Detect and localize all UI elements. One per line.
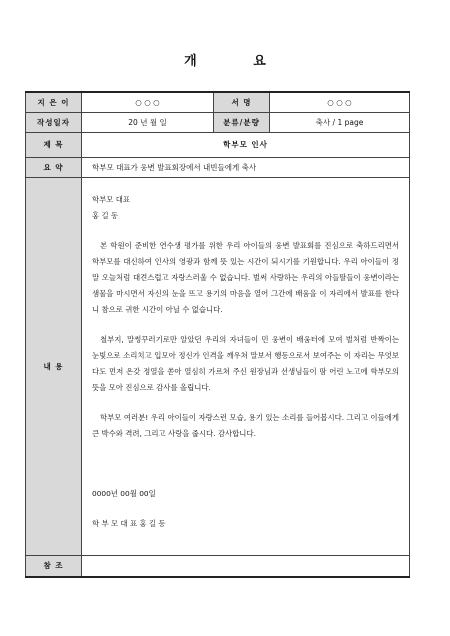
reference-label: 참 조 [26,555,82,577]
overview-form-table [25,91,410,578]
spacer [92,442,399,486]
author-row [26,92,410,112]
subject-row [26,132,410,157]
content-row [26,177,410,555]
spacer [92,502,399,516]
spacer [92,318,399,332]
author-value[interactable]: ○ ○ ○ [82,92,214,112]
content-label: 내 용 [26,177,82,555]
speech-paragraph-1: 본 학원이 준비한 연수생 평가를 위한 우리 아이들의 웅변 발표회를 진심으로 축하드리면서 학부모를 대신하여 인사의 영광과 함께 뜻 있는 시간이 되시기를 기원합니다. 우리 아이들이 정말 오늘처럼 대견스럽고 자랑스러울 수 없습니다. 벌써 사랑하는 우리의 아들딸들이 웅변이라는 샘물을 마시면서 자신의 눈을 뜨고 용기의 마음을 열어 그간에 배움을 이 자리에서 발표를 한다니 참으로 귀한 시간이 아닐 수 없습니다. [92,240,399,314]
content-body[interactable] [82,177,410,555]
subject-value[interactable]: 학부모 인사 [82,132,410,157]
signature-value[interactable]: ○ ○ ○ [270,92,410,112]
summary-value[interactable]: 학부모 대표가 웅변 발표회장에서 내빈들에게 축사 [82,157,410,177]
category-value[interactable]: 축사 / 1 page [270,112,410,132]
date-value[interactable]: 20 년 월 일 [82,112,214,132]
summary-row [26,157,410,177]
speech-paragraph-2: 철부지, 말썽꾸러기로만 알았던 우리의 자녀들이 민 웅변이 배움터에 모여 벌처럼 반짝이는 눈빛으로 소리치고 입모아 정신가 인격을 깨우쳐 말보서 행동으로서 보여주는 이 자리는 무엇보다도 먼저 온갖 정열을 쏟아 열심히 가르쳐 주신 원장님과 선생님들이 땀 어린 노고에 학부모의 뜻을 모아 진심으로 감사를 올립니다. [92,334,399,392]
speaker-name: 홍 길 동 [92,210,119,220]
speech-signature: 학 부 모 대 표 홍 길 동 [92,518,166,528]
reference-value[interactable] [82,555,410,577]
date-label: 작성일자 [26,112,82,132]
category-label: 분류/분량 [214,112,270,132]
subject-label: 제 목 [26,132,82,157]
speech-date: 0000년 00월 00일 [92,488,156,498]
spacer [92,396,399,410]
spacer [92,224,399,238]
summary-label: 요 약 [26,157,82,177]
date-row [26,112,410,132]
document-title: 개 요 [184,54,292,69]
reference-row [26,555,410,577]
speech-paragraph-3: 학부모 여러분! 우리 아이들이 자랑스런 모습, 용기 있는 소리를 들어봅시다. 그리고 이들에게 큰 박수와 격려, 그리고 사랑을 줍시다. 감사합니다. [92,412,399,438]
signature-label: 서 명 [214,92,270,112]
author-label: 지 은 이 [26,92,82,112]
speaker-title: 학부모 대표 [92,194,131,204]
